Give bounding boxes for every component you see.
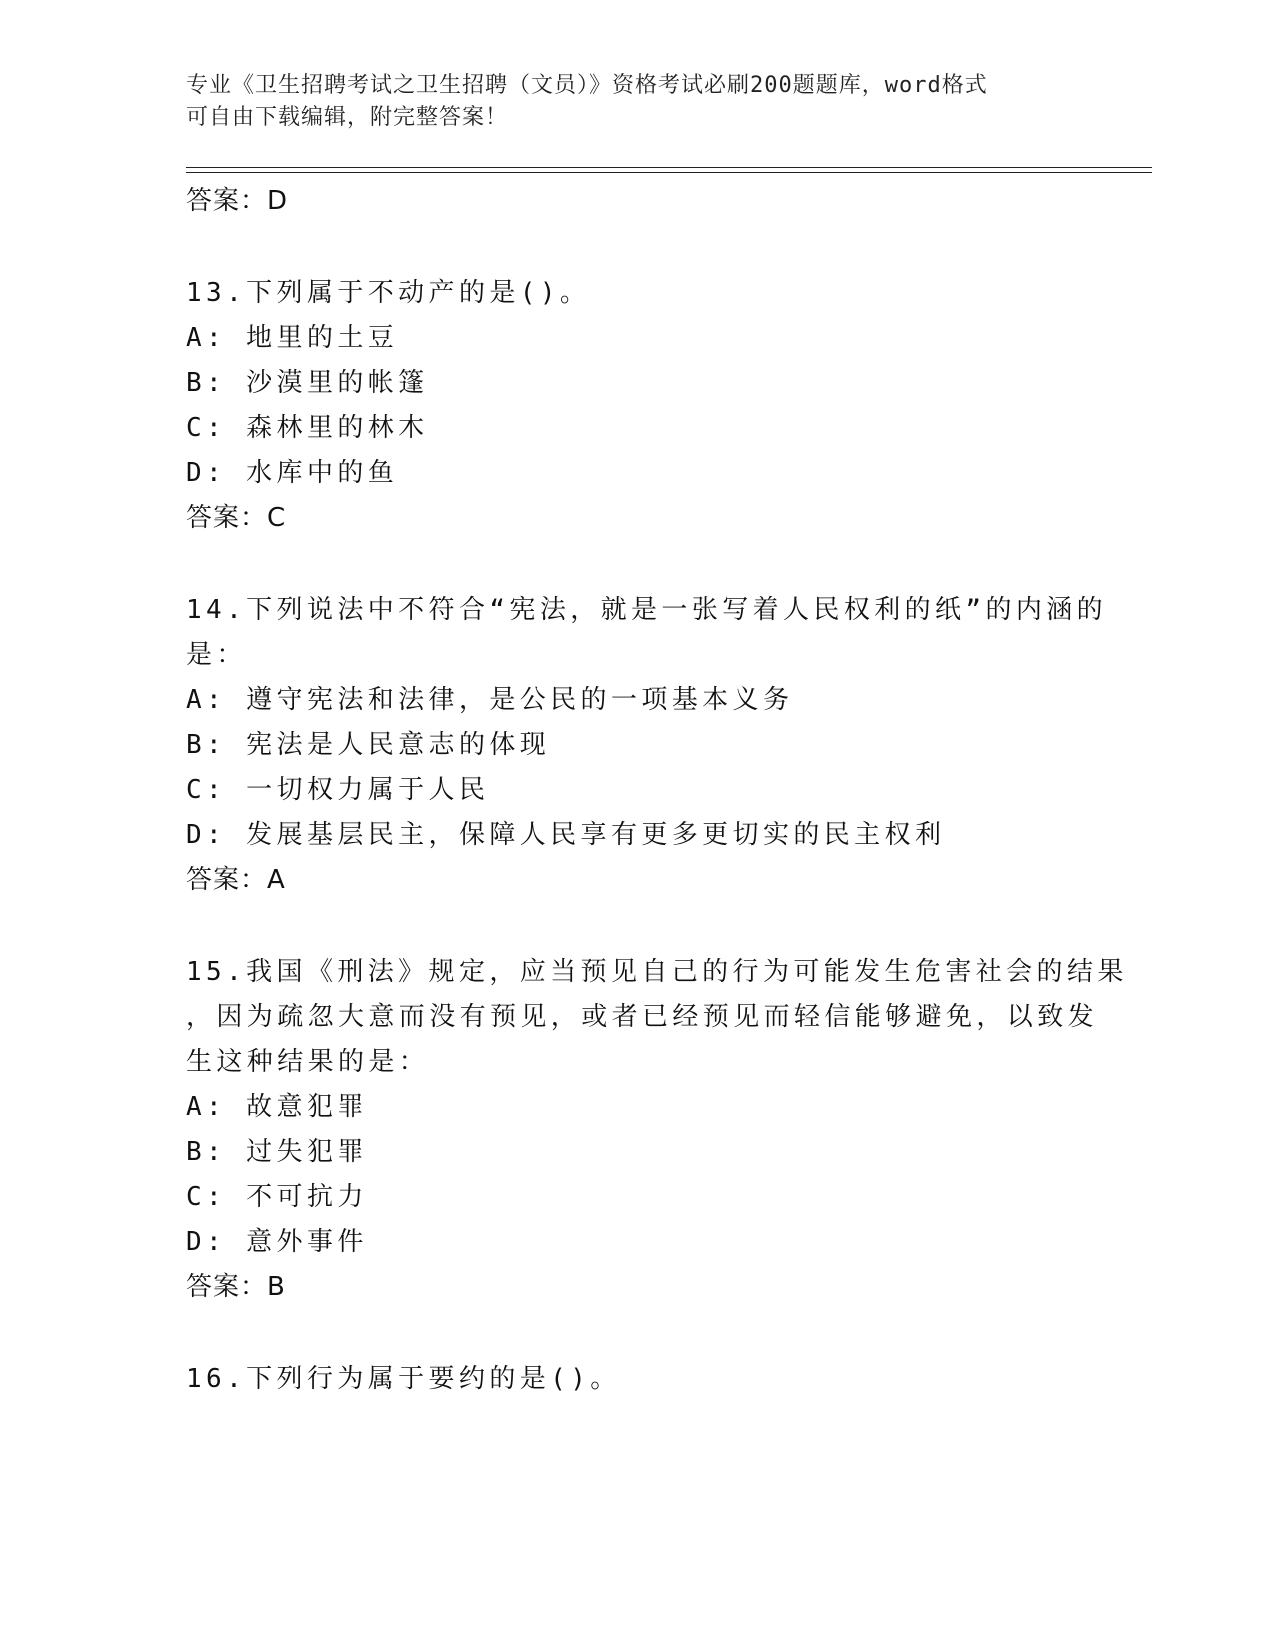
question-stem: 13.下列属于不动产的是()。 <box>186 278 591 308</box>
question-13 <box>186 271 1156 540</box>
question-stem-line-3: 生这种结果的是： <box>186 1047 430 1077</box>
option-a: A: 地里的土豆 <box>186 323 399 353</box>
question-16 <box>186 1357 1156 1402</box>
question-stem-line-2: 是： <box>186 640 247 670</box>
option-b: B: 沙漠里的帐篷 <box>186 368 429 398</box>
option-c: C: 一切权力属于人民 <box>186 775 490 805</box>
question-stem: 16.下列行为属于要约的是()。 <box>186 1364 621 1394</box>
document-header <box>186 70 1156 134</box>
option-a: A: 遵守宪法和法律，是公民的一项基本义务 <box>186 685 794 715</box>
answer: 答案：C <box>186 503 287 533</box>
option-b: B: 过失犯罪 <box>186 1137 368 1167</box>
option-d: D: 水库中的鱼 <box>186 458 399 488</box>
option-c: C: 不可抗力 <box>186 1182 368 1212</box>
document-page <box>186 70 1156 1402</box>
question-stem-line-2: ，因为疏忽大意而没有预见，或者已经预见而轻信能够避免，以致发 <box>186 1002 1099 1032</box>
option-b: B: 宪法是人民意志的体现 <box>186 730 551 760</box>
header-line-1: 专业《卫生招聘考试之卫生招聘（文员）》资格考试必刷200题题库，word格式 <box>186 73 988 98</box>
question-15 <box>186 950 1156 1309</box>
option-a: A: 故意犯罪 <box>186 1092 368 1122</box>
option-d: D: 意外事件 <box>186 1227 368 1257</box>
answer: 答案：A <box>186 865 286 895</box>
option-d: D: 发展基层民主，保障人民享有更多更切实的民主权利 <box>186 820 946 850</box>
answer: 答案：B <box>186 1272 286 1302</box>
question-stem-line-1: 15.我国《刑法》规定，应当预见自己的行为可能发生危害社会的结果 <box>186 957 1128 987</box>
previous-answer: 答案：D <box>186 186 289 216</box>
option-c: C: 森林里的林木 <box>186 413 429 443</box>
question-stem-line-1: 14.下列说法中不符合“宪法，就是一张写着人民权利的纸”的内涵的 <box>186 595 1108 625</box>
header-line-2: 可自由下载编辑，附完整答案！ <box>186 105 509 130</box>
question-14 <box>186 588 1156 902</box>
header-divider <box>186 167 1152 173</box>
